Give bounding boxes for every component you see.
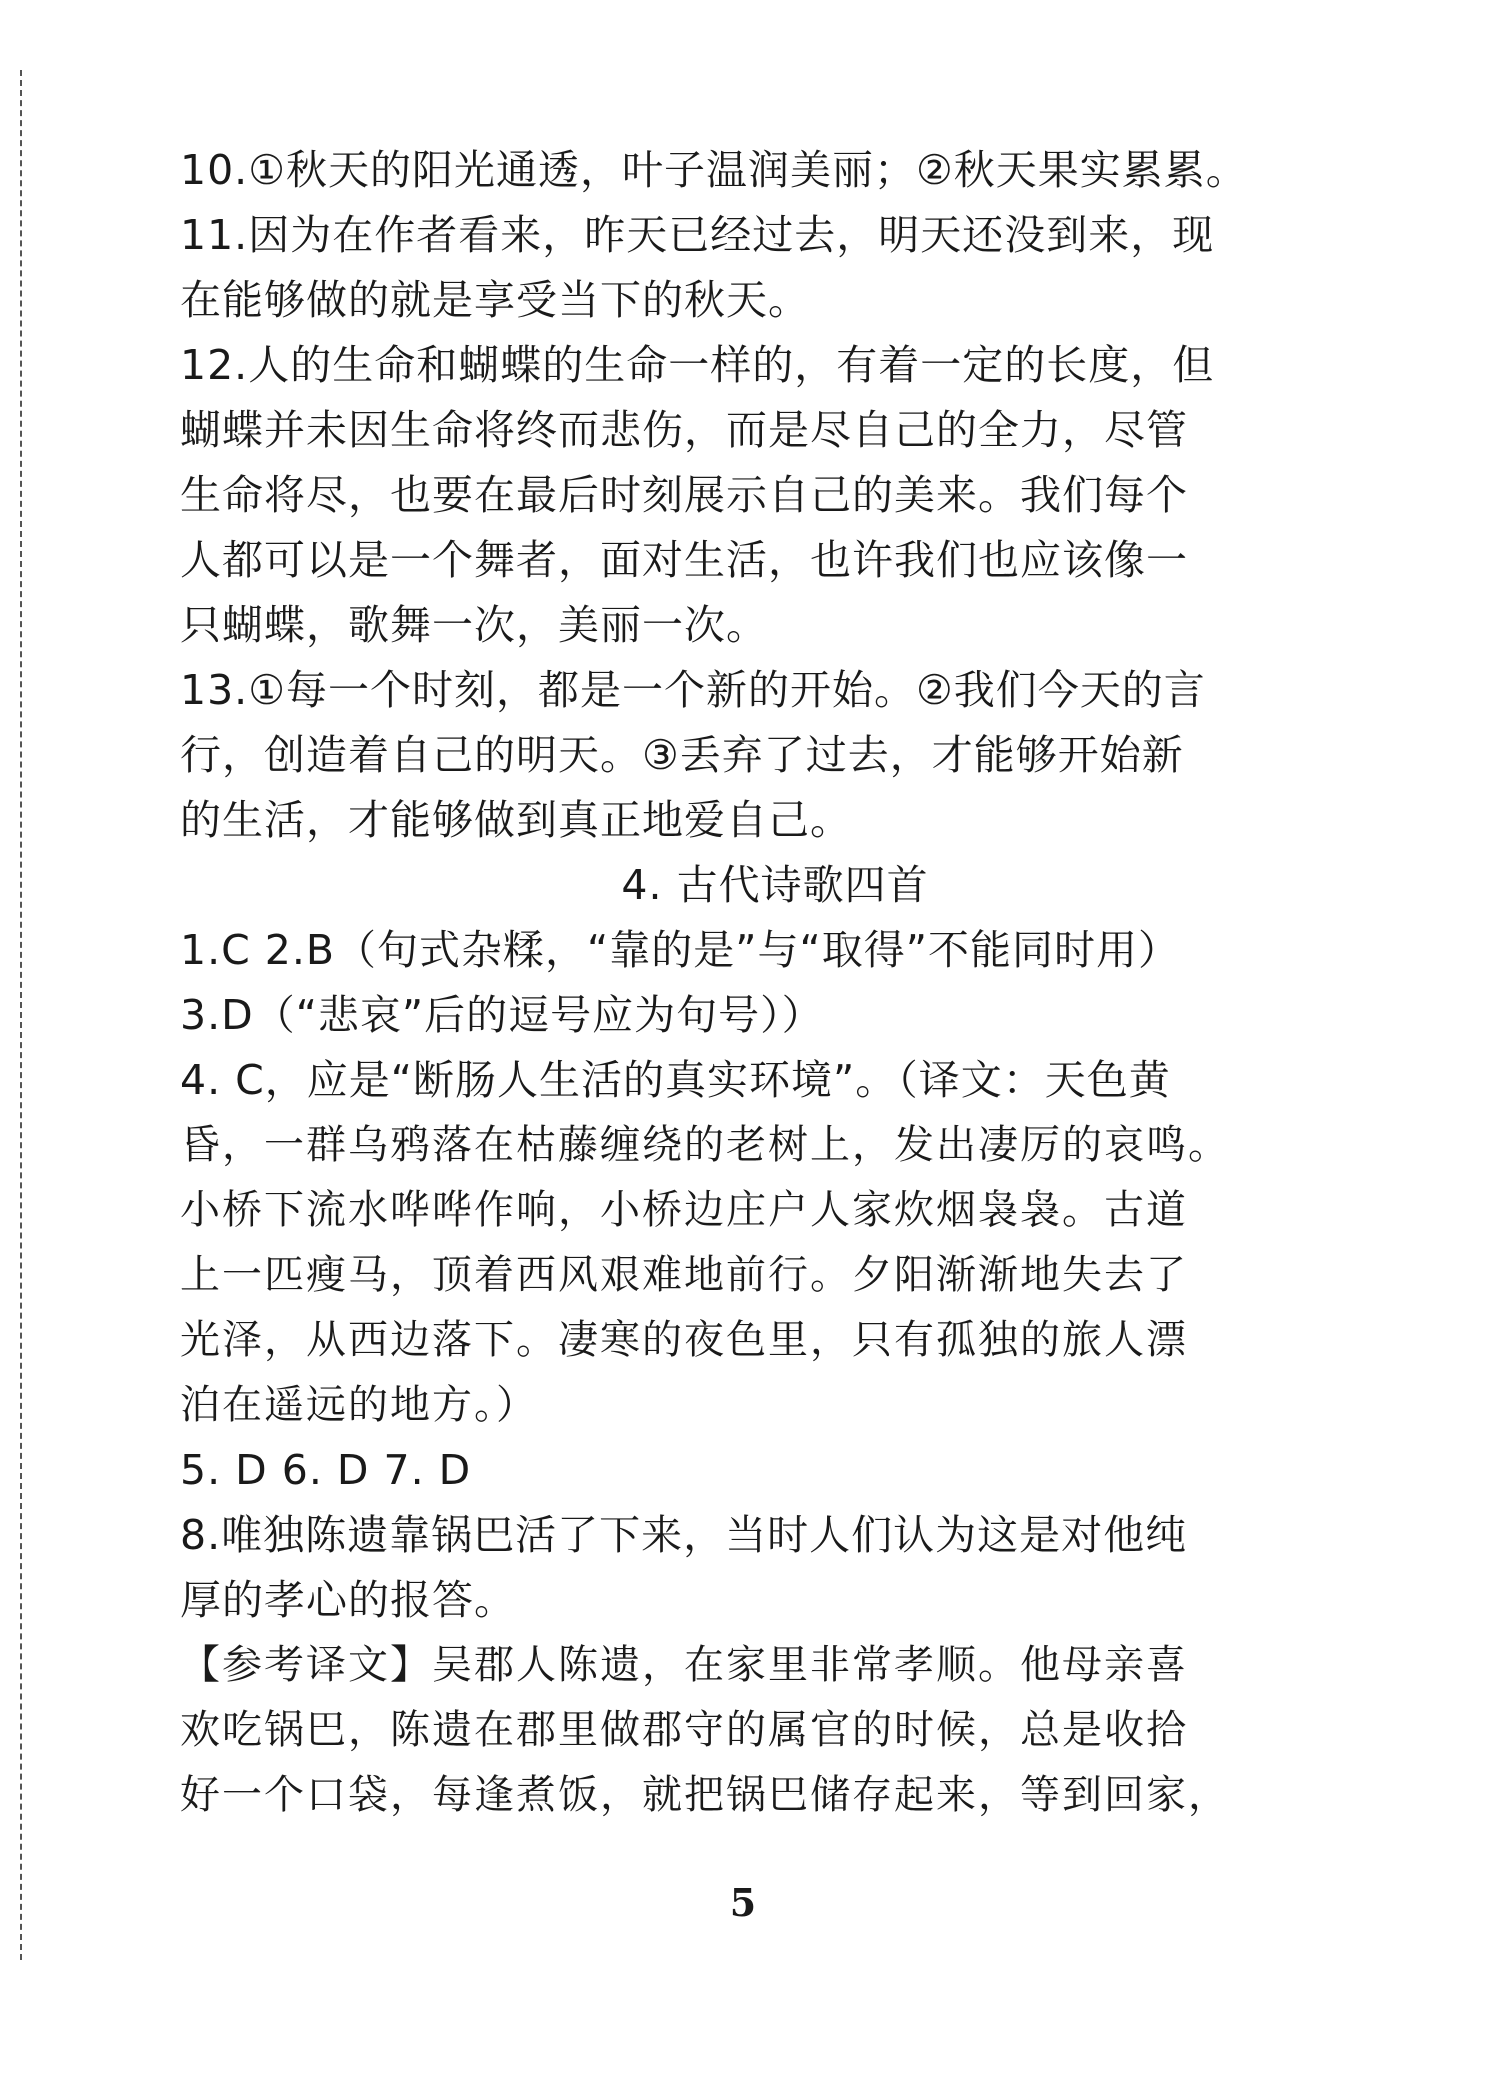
section-title: 4. 古代诗歌四首 (621, 861, 929, 909)
answer-10: 10.①秋天的阳光通透，叶子温润美丽；②秋天果实累累。 (180, 146, 1248, 194)
answer-13-line-2: 行，创造着自己的明天。③丢弃了过去，才能够开始新 (180, 731, 1184, 779)
answer-1-2: 1.C 2.B（句式杂糅，“靠的是”与“取得”不能同时用） (180, 926, 1180, 974)
answer-13-line-1: 13.①每一个时刻，都是一个新的开始。②我们今天的言 (180, 666, 1206, 714)
answer-12-line-3: 生命将尽，也要在最后时刻展示自己的美来。我们每个 (180, 471, 1188, 519)
translation-line-4: 光泽，从西边落下。凄寒的夜色里，只有孤独的旅人漂 (180, 1317, 1188, 1363)
answer-12-line-1: 12.人的生命和蝴蝶的生命一样的，有着一定的长度，但 (180, 341, 1215, 389)
answer-12-line-5: 只蝴蝶，歌舞一次，美丽一次。 (180, 601, 768, 649)
translation-line-5: 泊在遥远的地方。） (180, 1382, 538, 1428)
answer-8-line-2: 厚的孝心的报答。 (180, 1576, 516, 1624)
binding-cut-line (20, 70, 22, 1960)
translation-line-3: 上一匹瘦马，顶着西风艰难地前行。夕阳渐渐地失去了 (180, 1252, 1188, 1298)
answer-13-line-3: 的生活，才能够做到真正地爱自己。 (180, 796, 852, 844)
answer-12-line-4: 人都可以是一个舞者，面对生活，也许我们也应该像一 (180, 536, 1188, 584)
answer-5-7: 5. D 6. D 7. D (180, 1446, 472, 1494)
answer-12-line-2: 蝴蝶并未因生命将终而悲伤，而是尽自己的全力，尽管 (180, 406, 1188, 454)
translation-line-1: 昏，一群乌鸦落在枯藤缠绕的老树上，发出凄厉的哀鸣。 (180, 1122, 1230, 1168)
answer-8-line-1: 8.唯独陈遗靠锅巴活了下来，当时人们认为这是对他纯 (180, 1511, 1188, 1559)
answer-11-line-1: 11.因为在作者看来，昨天已经过去，明天还没到来，现 (180, 211, 1215, 259)
page-number: 5 (729, 1880, 757, 1925)
answer-page (180, 138, 1250, 1828)
answer-11-line-2: 在能够做的就是享受当下的秋天。 (180, 276, 810, 324)
answer-4-line-1: 4. C，应是“断肠人生活的真实环境”。（译文：天色黄 (180, 1056, 1171, 1104)
reference-translation-line-2: 欢吃锅巴，陈遗在郡里做郡守的属官的时候，总是收拾 (180, 1707, 1188, 1753)
answer-3: 3.D（“悲哀”后的逗号应为句号）） (180, 991, 824, 1039)
reference-translation-line-3: 好一个口袋，每逢煮饭，就把锅巴储存起来，等到回家， (180, 1772, 1230, 1818)
translation-line-2: 小桥下流水哗哗作响，小桥边庄户人家炊烟袅袅。古道 (180, 1187, 1188, 1233)
reference-translation-line-1: 【参考译文】吴郡人陈遗，在家里非常孝顺。他母亲喜 (180, 1642, 1188, 1688)
